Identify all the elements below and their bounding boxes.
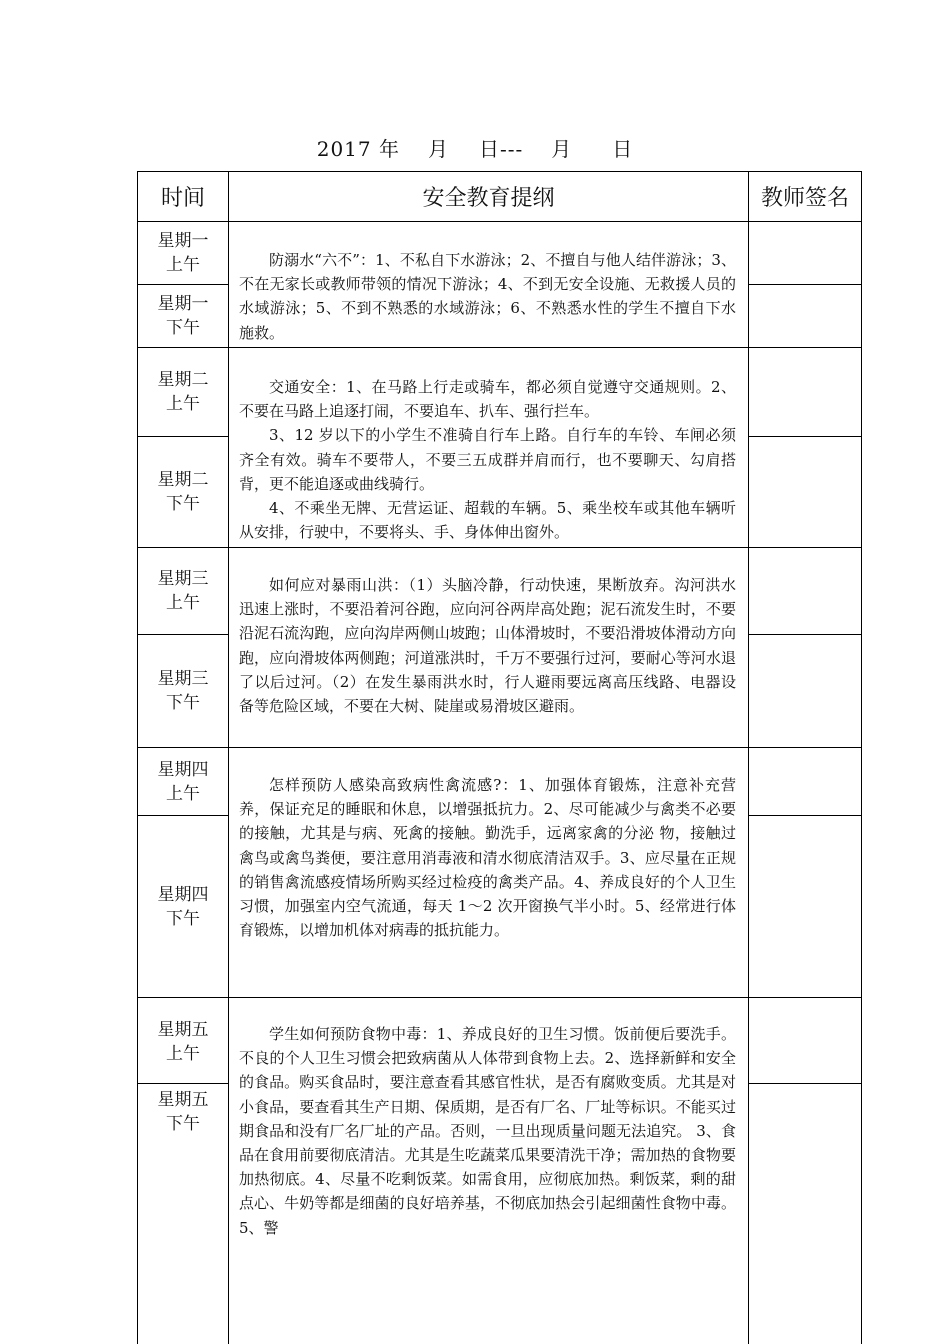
header-outline: 安全教育提纲	[422, 186, 555, 211]
day-label-mon-am: 星期一 上午	[157, 231, 209, 275]
signature-cell-wed-pm[interactable]	[749, 635, 861, 747]
title-year: 2017 年	[316, 137, 400, 161]
outline-text-thu: 怎样预防人感染高致病性禽流感?：1、加强体育锻炼，注意补充营养，保证充足的睡眠和休息，以增强抵抗力。2、尽可能减少与禽类不必要的接触，尤其是与病、死禽的接触。勤洗手，远离家禽的分泌 物，接触过禽鸟或禽鸟粪便，要注意用消毒液和清水彻底清洁双手。3、应尽量在正规的销售禽流感疫情场所购买经过检疫的禽类产品。4、养成良好的个人卫生习惯，加强室内空气流通，每天 1～2 次开窗换气半小时。5、经常进行体育锻炼，以增加机体对病毒的抵抗能力。	[239, 776, 736, 940]
signature-cell-tue-am[interactable]	[749, 348, 861, 436]
signature-cell-fri-am[interactable]	[749, 998, 861, 1083]
day-label-thu-am: 星期四 上午	[157, 759, 209, 804]
signature-cell-wed-am[interactable]	[749, 548, 861, 634]
title-month-2: 月	[551, 137, 573, 161]
outline-text-mon: 防溺水“六不”：1、不私自下水游泳；2、不擅自与他人结伴游泳；3、不在无家长或教师带领的情况下游泳；4、不到无安全设施、无救援人员的水域游泳；5、不到不熟悉的水域游泳；6、不熟悉水性的学生不擅自下水施救。	[239, 251, 736, 342]
title-month: 月	[427, 137, 449, 161]
day-label-thu-pm: 星期四 下午	[157, 884, 209, 929]
outline-text-fri: 学生如何预防食物中毒：1、养成良好的卫生习惯。饭前便后要洗手。不良的个人卫生习惯会把致病菌从人体带到食物上去。2、选择新鲜和安全的食品。购买食品时，要注意查看其感官性状，是否有腐败变质。尤其是对小食品，要查看其生产日期、保质期，是否有厂名、厂址等标识。不能买过期食品和没有厂名厂址的产品。否则，一旦出现质量问题无法追究。 3、食品在食用前要彻底清洁。尤其是生吃蔬菜瓜果要清洗干净；需加热的食物要加热彻底。4、尽量不吃剩饭菜。如需食用，应彻底加热。剩饭菜，剩的甜点心、牛奶等都是细菌的良好培养基，不彻底加热会引起细菌性食物中毒。5、警	[239, 1025, 736, 1237]
signature-cell-fri-pm[interactable]	[749, 1084, 861, 1344]
signature-cell-tue-pm[interactable]	[749, 437, 861, 547]
day-label-fri-am: 星期五 上午	[157, 1019, 209, 1064]
day-label-fri-pm: 星期五 下午	[157, 1090, 209, 1134]
day-label-mon-pm: 星期一 下午	[157, 294, 209, 338]
outline-text-wed: 如何应对暴雨山洪：（1）头脑冷静，行动快速，果断放弃。沟河洪水迅速上涨时，不要沿着河谷跑，应向河谷两岸高处跑；泥石流发生时，不要沿泥石流沟跑，应向沟岸两侧山坡跑；山体滑坡时，不要沿滑坡体滑动方向跑，应向滑坡体两侧跑；河道涨洪时，千万不要强行过河，要耐心等河水退了以后过河。（2）在发生暴雨洪水时，行人避雨要远离高压线路、电器设备等危险区域，不要在大树、陡崖或易滑坡区避雨。	[239, 576, 736, 716]
split-fri-time	[137, 1083, 228, 1084]
header-time: 时间	[160, 186, 205, 211]
day-label-tue-pm: 星期二 下午	[157, 470, 209, 514]
signature-cell-mon-am[interactable]	[749, 222, 861, 284]
header-signature: 教师签名	[760, 186, 849, 211]
signature-cell-thu-am[interactable]	[749, 748, 861, 815]
page-title	[0, 133, 950, 162]
day-label-tue-am: 星期二 上午	[157, 370, 209, 414]
outline-text-tue: 交通安全：1、在马路上行走或骑车，都必须自觉遵守交通规则。2、不要在马路上追逐打闹，不要追车、扒车、强行拦车。 3、12 岁以下的小学生不准骑自行车上路。自行车的车铃、车闸必须齐全有效。骑车不要带人，不要三五成群并肩而行，也不要聊天、勾肩搭背，更不能追逐或曲线骑行。 4、不乘坐无牌、无营运证、超载的车辆。5、乘坐校车或其他车辆听从安排，行驶中，不要将头、手、身体伸出窗外。	[239, 378, 736, 542]
signature-cell-thu-pm[interactable]	[749, 816, 861, 997]
title-day: 日---	[478, 137, 524, 161]
day-label-wed-am: 星期三 上午	[157, 569, 209, 613]
title-day-2: 日	[612, 137, 634, 161]
day-label-wed-pm: 星期三 下午	[157, 669, 209, 713]
signature-cell-mon-pm[interactable]	[749, 285, 861, 347]
